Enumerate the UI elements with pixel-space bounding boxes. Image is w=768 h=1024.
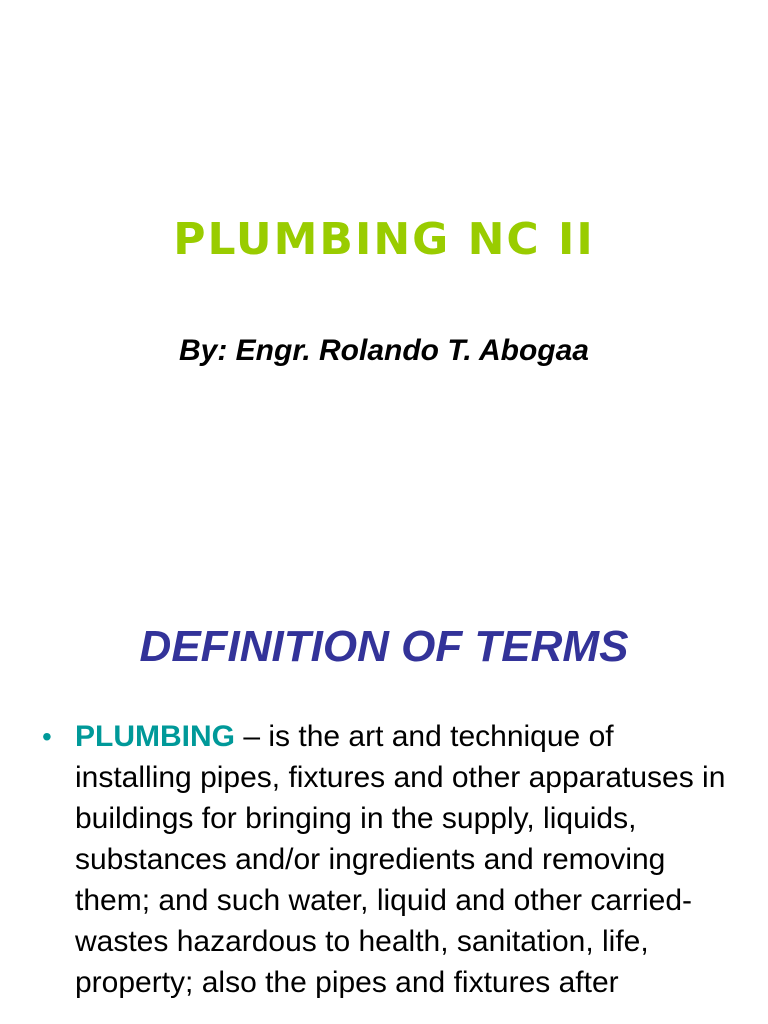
bullet-list [42, 716, 732, 1003]
bullet-dot-icon: • [42, 721, 52, 752]
term-plumbing: PLUMBING [75, 720, 235, 753]
slide-title: PLUMBING NC II [173, 214, 595, 265]
slide-subtitle-author: By: Engr. Rolando T. Abogaa [178, 334, 589, 367]
bullet-item-plumbing [42, 716, 732, 1003]
section-heading: DEFINITION OF TERMS [139, 622, 629, 671]
definition-text: – is the art and technique of installing pipes, fixtures and other apparatuses in buildings for bringing in the supply, liquids, substances and/or ingredients and removing them; and such water, liquid and other carried-wastes hazardous to health, sanitation, life, property; also the pipes and fixtures after [75, 720, 726, 999]
definitions-slide [0, 576, 768, 1024]
